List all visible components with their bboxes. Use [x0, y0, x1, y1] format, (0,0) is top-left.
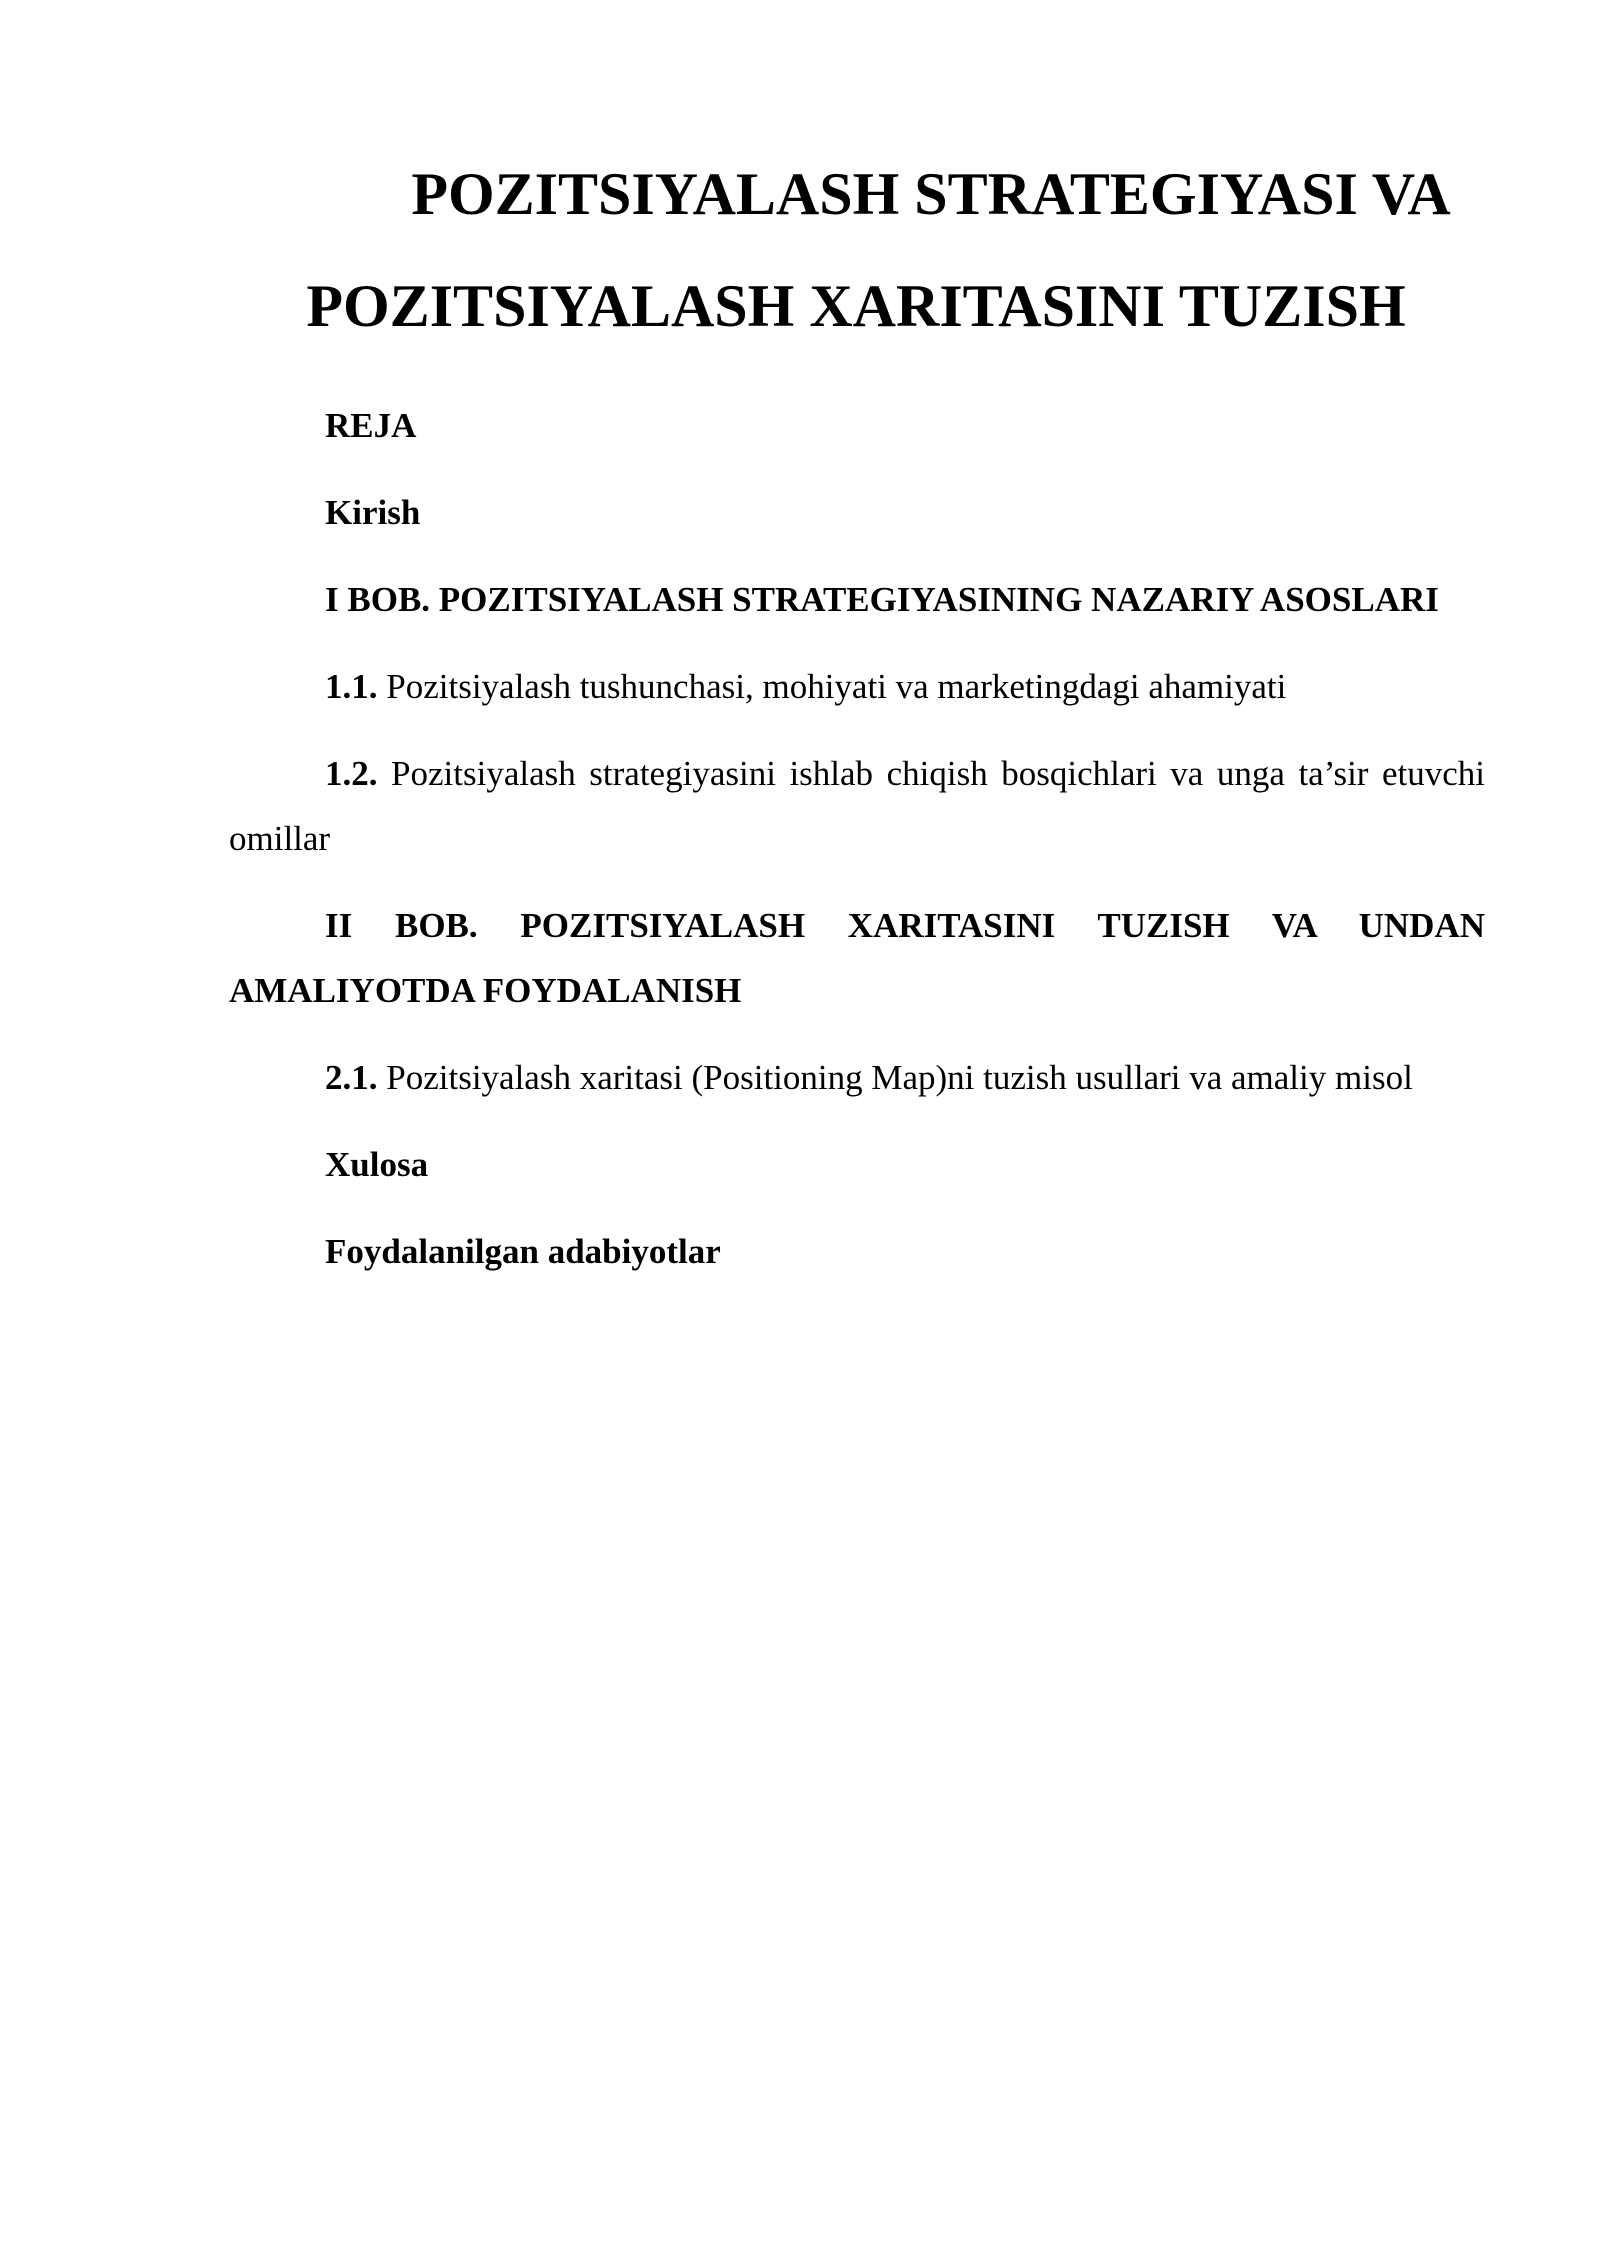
- intro-item: Kirish: [325, 493, 421, 532]
- chapter-1-heading: I BOB. POZITSIYALASH STRATEGIYASINING NAZARIY ASOSLARI: [325, 580, 1439, 619]
- chapter-2-heading: II BOB. POZITSIYALASH XARITASINI TUZISH VA UNDAN AMALIYOTDA FOYDALANISH: [229, 906, 1485, 1010]
- section-2-1-number: 2.1.: [325, 1058, 378, 1097]
- references-item: Foydalanilgan adabiyotlar: [325, 1232, 721, 1271]
- section-1-1: [229, 654, 1485, 719]
- title-line-2: POZITSIYALASH XARITASINI TUZISH: [306, 273, 1406, 339]
- section-2-1: [229, 1045, 1485, 1110]
- section-1-2-number: 1.2.: [325, 754, 378, 793]
- plan-content: [229, 393, 1485, 1284]
- section-1-1-text: Pozitsiyalash tushunchasi, mohiyati va marketingdagi ahamiyati: [386, 667, 1287, 706]
- plan-heading: REJA: [325, 406, 417, 445]
- section-2-1-text: Pozitsiyalash xaritasi (Positioning Map)ni tuzish usullari va amaliy misol: [386, 1058, 1413, 1097]
- conclusion-item: Xulosa: [325, 1145, 429, 1184]
- section-1-2-text: Pozitsiyalash strategiyasini ishlab chiqish bosqichlari va unga ta’sir etuvchi omillar: [229, 754, 1486, 858]
- section-1-2: [229, 741, 1485, 871]
- document-title: [229, 138, 1483, 362]
- section-1-1-number: 1.1.: [325, 667, 378, 706]
- title-line-1: POZITSIYALASH STRATEGIYASI VA: [411, 161, 1451, 227]
